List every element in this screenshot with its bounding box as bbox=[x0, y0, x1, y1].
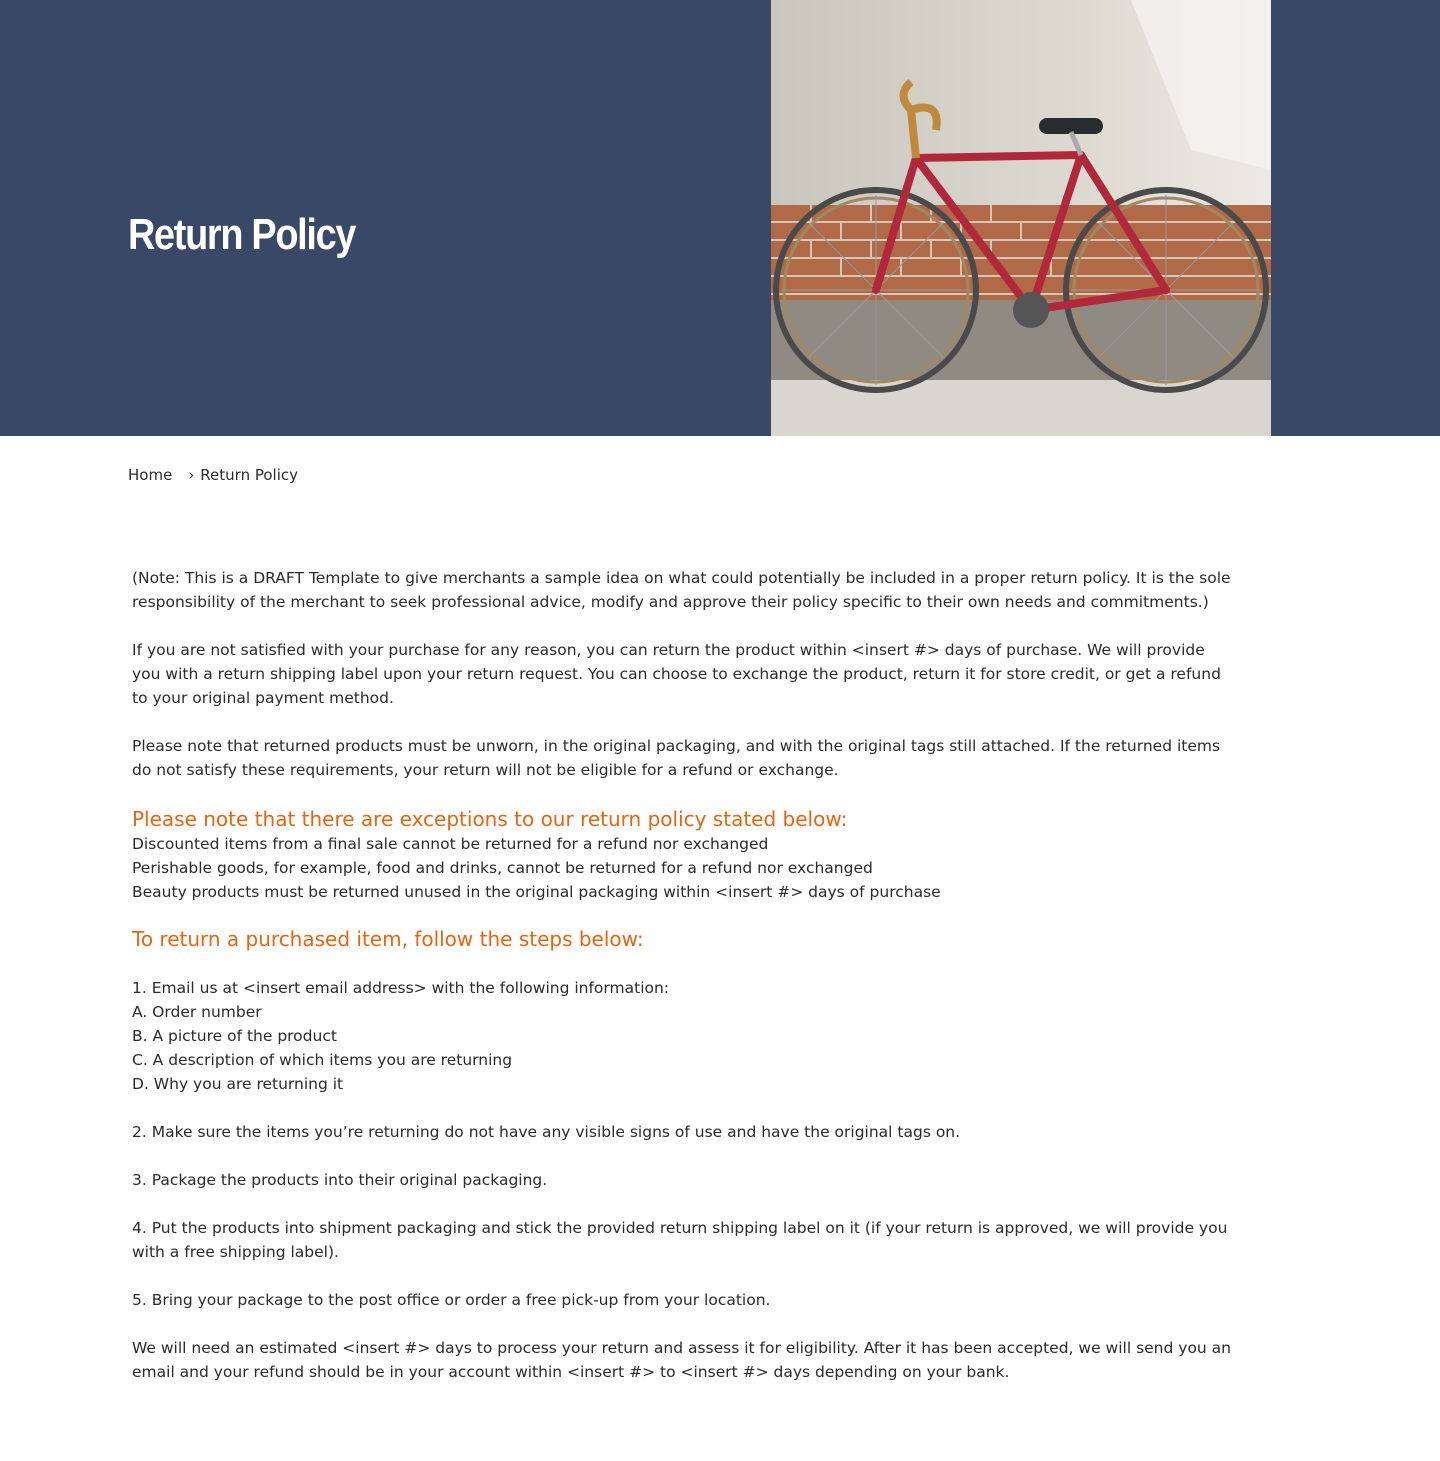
policy-content bbox=[132, 566, 1232, 1408]
list-item: C. A description of which items you are returning bbox=[132, 1051, 513, 1069]
step-1: 1. Email us at <insert email address> with the following information: bbox=[132, 979, 670, 997]
breadcrumb-current: Return Policy bbox=[200, 466, 298, 484]
steps-heading: To return a purchased item, follow the steps below: bbox=[132, 927, 644, 951]
bicycle-photo bbox=[771, 0, 1271, 436]
step-4: 4. Put the products into shipment packaging and stick the provided return shipping label on it (if your return is approved, we will provide you with a free shipping label). bbox=[132, 1219, 1228, 1261]
breadcrumb-separator: › bbox=[188, 466, 195, 484]
step-2: 2. Make sure the items you’re returning do not have any visible signs of use and have the original tags on. bbox=[132, 1123, 961, 1141]
step-3: 3. Package the products into their original packaging. bbox=[132, 1171, 548, 1189]
closing-paragraph: We will need an estimated <insert #> days to process your return and assess it for eligibility. After it has been accepted, we will send you an email and your refund should be in your account within <insert #> to <insert #> days depending on your bank. bbox=[132, 1339, 1231, 1381]
list-item: Beauty products must be returned unused in the original packaging within <insert #> days of purchase bbox=[132, 883, 941, 901]
intro-paragraph: If you are not satisfied with your purchase for any reason, you can return the product within <insert #> days of purchase. We will provide you with a return shipping label upon your return request. You can choose to exchange the product, return it for store credit, or get a refund to your original payment method. bbox=[132, 641, 1221, 707]
exceptions-heading: Please note that there are exceptions to our return policy stated below: bbox=[132, 807, 848, 831]
draft-note: (Note: This is a DRAFT Template to give merchants a sample idea on what could potentially be included in a proper return policy. It is the sole responsibility of the merchant to seek professional advice, modify and approve their policy specific to their own needs and commitments.) bbox=[132, 569, 1231, 611]
list-item: B. A picture of the product bbox=[132, 1027, 337, 1045]
breadcrumb bbox=[128, 466, 298, 484]
list-item: D. Why you are returning it bbox=[132, 1075, 344, 1093]
exceptions-list bbox=[132, 832, 1232, 904]
list-item: Perishable goods, for example, food and drinks, cannot be returned for a refund nor exchanged bbox=[132, 859, 873, 877]
step-5: 5. Bring your package to the post office or order a free pick-up from your location. bbox=[132, 1291, 771, 1309]
step-1-items bbox=[132, 1000, 1232, 1096]
condition-paragraph: Please note that returned products must be unworn, in the original packaging, and with the original tags still attached. If the returned items do not satisfy these requirements, your return will not be eligible for a refund or exchange. bbox=[132, 737, 1221, 779]
page-title: Return Policy bbox=[128, 210, 356, 259]
list-item: A. Order number bbox=[132, 1003, 262, 1021]
breadcrumb-home-link[interactable]: Home bbox=[128, 466, 173, 484]
list-item: Discounted items from a final sale cannot be returned for a refund nor exchanged bbox=[132, 835, 769, 853]
